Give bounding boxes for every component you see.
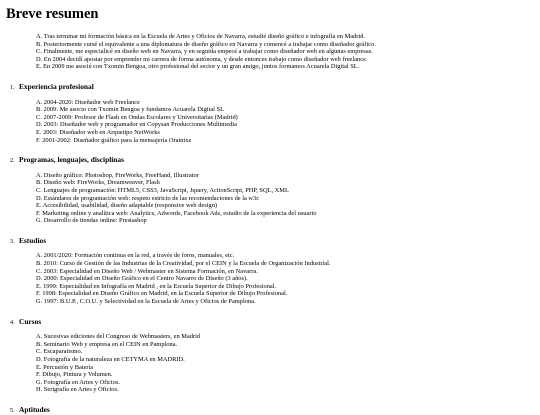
- list-item: F. Dibujo, Pintura y Volumen.: [36, 371, 113, 379]
- intro-item: C. Finalmente, me especialicé en diseño web en Navarra, y en seguida empecé a trabajar como diseñador web en algunas empresas.: [36, 48, 373, 56]
- section-heading: [10, 237, 534, 246]
- section-aptitudes: [6, 406, 534, 415]
- list-item: D. Estándares de programación web: respeto estricto de las recomendaciones de la w3c: [36, 194, 260, 202]
- list-item: E. Accesibilidad, usabilidad, diseño adaptable (responsive web design): [36, 202, 218, 210]
- list-item: G. Desarrollo de tiendas online: Prestashop: [36, 217, 147, 225]
- list-item: C. 2007-2009: Profesor de Flash en Ondas Escolares y Universitarias (Madrid): [36, 113, 238, 121]
- list-item: G. Fotografía en Artes y Oficios.: [36, 378, 120, 386]
- section-heading: [10, 83, 534, 92]
- list-item: B. 2009: Me asocio con Txomin Bengoa y fundamos Acuarela Digital SL: [36, 106, 225, 114]
- list-item: A. 2001/2020: Formación continua en la red, a través de foros, manuales, etc.: [36, 252, 235, 260]
- section-number: 1.: [10, 83, 15, 91]
- section-heading: [10, 156, 534, 165]
- list-item: A. Sucesivas ediciones del Congreso de Webmasters, en Madrid: [36, 333, 201, 341]
- list-item: E. 2003: Diseñador web en Arquetipo NetWorks: [36, 128, 160, 136]
- section-number: 2.: [10, 157, 15, 165]
- list-item: E. Percusión y Batería: [36, 363, 94, 371]
- list-item: G. 1997: B.U.P., C.O.U. y Selectividad en la Escuela de Artes y Oficios de Pamplona.: [36, 298, 256, 306]
- section-title: Aptitudes: [19, 404, 50, 414]
- list-item: B. 2010: Curso de Gestión de las Industrias de la Creatividad, por el CEIN y la Escuela de Organización Industrial.: [36, 260, 331, 268]
- section-list: [36, 99, 534, 145]
- section-programas: [6, 156, 534, 225]
- section-title: Cursos: [19, 316, 42, 326]
- section-list: [36, 252, 534, 305]
- list-item: A. Diseño gráfico: Photoshop, FireWorks, FreeHand, Illustrator: [36, 171, 199, 179]
- list-item: C. Lenguajes de programación: HTML5, CSS3, JavaScript, Jquery, ActionScript, PHP, SQL, XML: [36, 186, 289, 194]
- page-title: Breve resumen: [6, 6, 99, 22]
- intro-item: B. Posteriormente cursé el equivalente a una diplomatura de diseño gráfico en Navarra y comencé a trabajar como diseñador gráfico.: [36, 40, 376, 48]
- list-item: A. 2004-2020: Diseñador web Freelance: [36, 98, 140, 106]
- section-title: Estudios: [19, 235, 47, 245]
- intro-item: A. Tras terminar mi formación básica en la Escuela de Artes y Oficios de Navarra, estudié diseño gráfico e infografía en Madrid.: [36, 33, 366, 40]
- list-item: H. Serigrafía en Artes y Oficios.: [36, 386, 119, 394]
- intro-item: D. En 2004 decidí apostar por emprender mi carrera de forma autónoma, y desde entonces trabajo como diseñador web freelance.: [36, 55, 368, 63]
- section-title: Experiencia profesional: [19, 81, 94, 91]
- list-item: D. 2003: Diseñador web y programador en Copysan Producciones Multimedia: [36, 121, 237, 129]
- section-number: 4.: [10, 318, 15, 326]
- section-estudios: [6, 237, 534, 306]
- list-item: F. Marketing online y analítica web: Analytics, Adwords, Facebook Ads, estudio de la experiencia del usuario: [36, 209, 317, 217]
- list-item: D. 2000: Especialidad en Diseño Gráfico en el Centro Navarro de Diseño (3 años).: [36, 275, 248, 283]
- section-number: 5.: [10, 406, 15, 414]
- list-item: F. 2001-2002: Diseñador gráfico para la mensajería Oraintxe: [36, 136, 192, 144]
- list-item: B. Diseño web: FireWorks, Dreamweaver, Flash: [36, 179, 160, 187]
- section-heading: [10, 318, 534, 327]
- intro-item: E. En 2009 me asocié con Txomin Bengoa, otro profesional del sector y un gran amigo, juntos formamos Acuarela Digital SL.: [36, 63, 360, 71]
- section-list: [36, 333, 534, 394]
- list-item: F. 1998: Especialidad en Diseño Gráfico en Madrid, en la Escuela Superior de Dibujo Profesional.: [36, 290, 288, 298]
- intro-list: [36, 33, 534, 71]
- section-list: [36, 172, 534, 225]
- section-number: 3.: [10, 237, 15, 245]
- section-experiencia: [6, 83, 534, 144]
- section-cursos: [6, 318, 534, 394]
- list-item: E. 1999: Especialidad en Infografía en Madrid , en la Escuela Superior de Dibujo Profesional.: [36, 282, 277, 290]
- list-item: C. Escaparatismo.: [36, 348, 83, 356]
- list-item: B. Seminario Web y empresa en el CEIN en Pamplona.: [36, 340, 178, 348]
- list-item: D. Fotografía de la naturaleza en CETYMA en MADRID.: [36, 356, 185, 363]
- section-heading: [10, 406, 534, 415]
- section-title: Programas, lenguajes, disciplinas: [19, 155, 124, 165]
- list-item: C. 2003: Especialidad en Diseño Web / Webmaster en Sistema Formación, en Navarra.: [36, 267, 258, 275]
